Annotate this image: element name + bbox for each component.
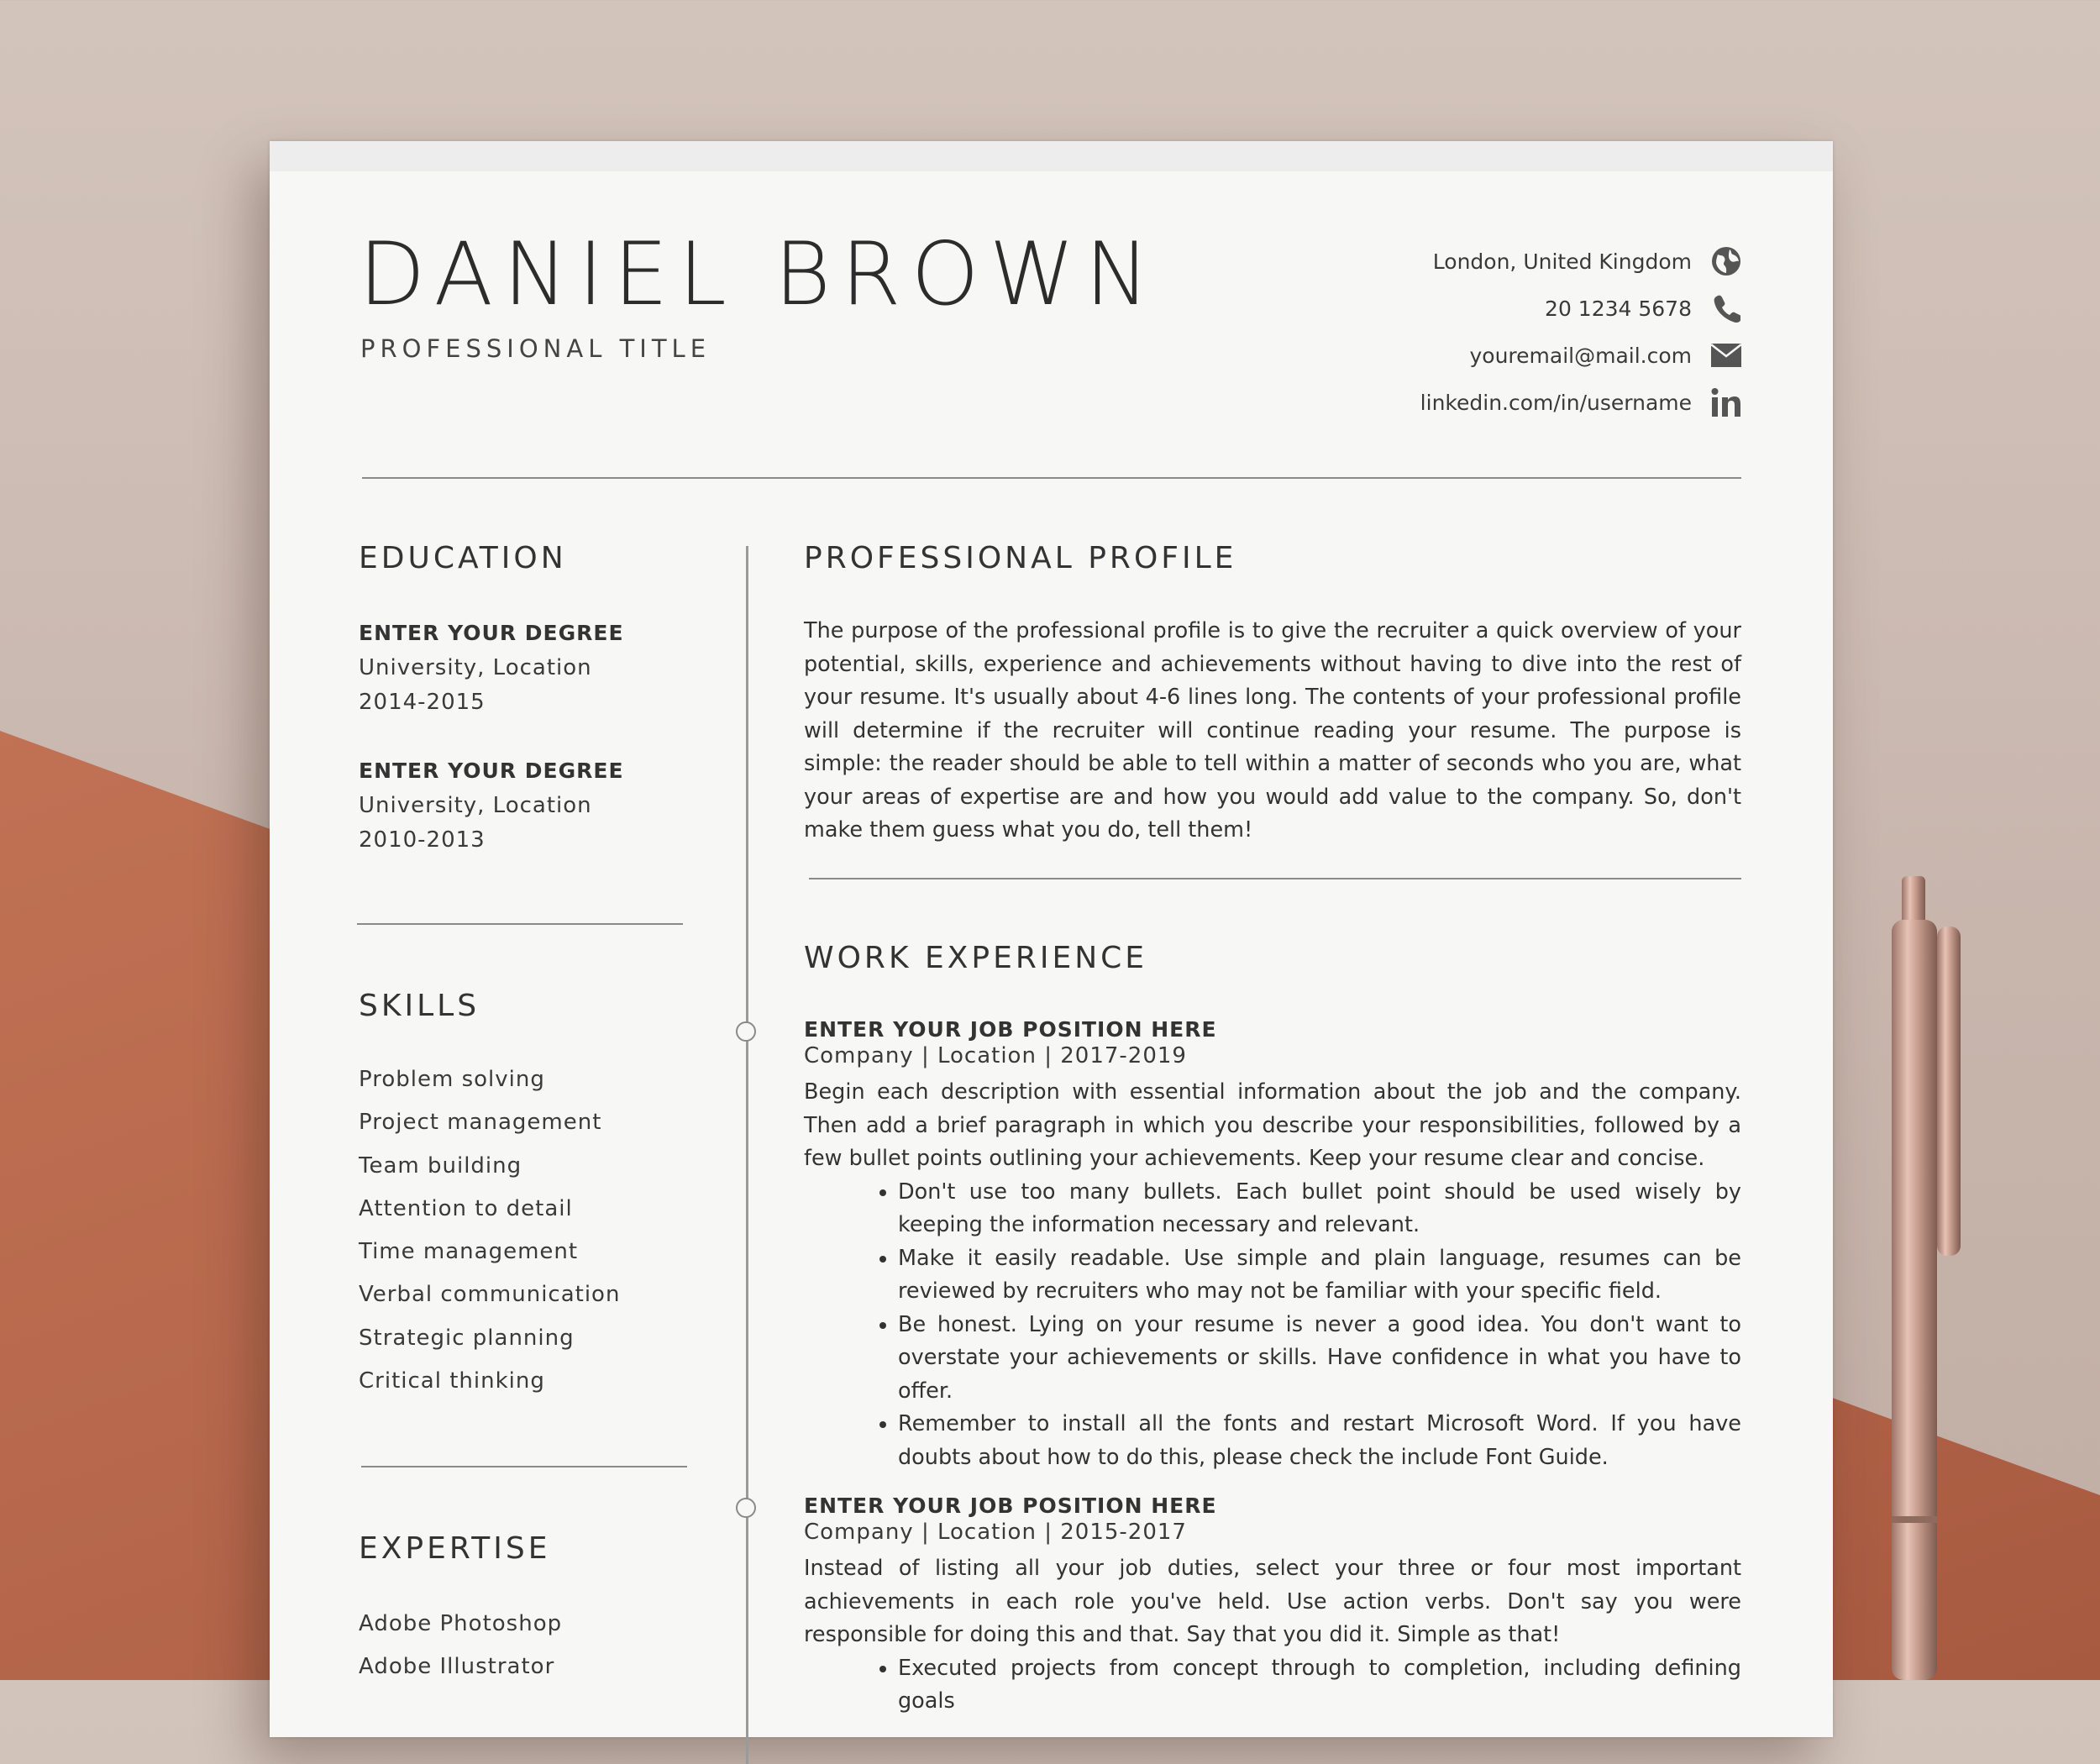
skill-item: Verbal communication <box>359 1282 621 1308</box>
pen-illustration <box>1866 869 1984 1680</box>
contact-phone <box>1221 285 1742 332</box>
expertise-item: Adobe Photoshop <box>359 1611 563 1636</box>
skills-divider <box>361 1466 687 1467</box>
job-meta: Company | Location | 2017-2019 <box>804 1043 1187 1068</box>
work-heading: WORK EXPERIENCE <box>804 941 1148 975</box>
phone-icon <box>1710 292 1742 324</box>
candidate-name: DANIEL BROWN <box>359 224 1160 325</box>
job-bullet: • Don't use too many bullets. Each bullet point should be used wisely by keeping the information necessary and relevant. <box>898 1176 1741 1242</box>
education-years-1: 2014-2015 <box>359 690 486 715</box>
job-title: ENTER YOUR JOB POSITION HERE <box>804 1494 1217 1518</box>
profile-heading: PROFESSIONAL PROFILE <box>804 541 1237 575</box>
contact-location-text: London, United Kingdom <box>1432 249 1692 274</box>
job-title: ENTER YOUR JOB POSITION HERE <box>804 1017 1217 1042</box>
globe-icon <box>1710 245 1742 277</box>
professional-title: PROFESSIONAL TITLE <box>360 334 711 363</box>
contact-block <box>1221 238 1742 426</box>
job-bullets <box>804 1652 1741 1719</box>
skill-item: Attention to detail <box>359 1195 573 1221</box>
skill-item: Project management <box>359 1110 602 1136</box>
education-school-2: University, Location <box>359 793 592 818</box>
timeline-dot-job-2 <box>736 1498 756 1518</box>
skill-item: Problem solving <box>359 1067 545 1092</box>
contact-email-text: youremail@mail.com <box>1469 343 1692 368</box>
resume-page <box>270 141 1833 1737</box>
job-bullet: • Be honest. Lying on your resume is never a good idea. You don't want to overstate your achievements or skills. Have confidence in what you have to offer. <box>898 1309 1741 1409</box>
timeline-line <box>746 546 748 1764</box>
contact-linkedin-text: linkedin.com/in/username <box>1420 390 1692 415</box>
contact-phone-text: 20 1234 5678 <box>1545 296 1692 321</box>
skills-list <box>359 1058 620 1403</box>
job-entry <box>804 1494 1741 1719</box>
expertise-list <box>359 1603 562 1688</box>
expertise-item: Adobe Illustrator <box>359 1654 555 1679</box>
job-bullets <box>804 1176 1741 1475</box>
job-bullet: • Make it easily readable. Use simple and plain language, resumes can be reviewed by recruiters who may not be familiar with your specific field. <box>898 1242 1741 1309</box>
skill-item: Critical thinking <box>359 1368 545 1394</box>
education-heading: EDUCATION <box>359 541 567 575</box>
skills-heading: SKILLS <box>359 989 480 1023</box>
job-meta: Company | Location | 2015-2017 <box>804 1520 1187 1545</box>
skill-item: Strategic planning <box>359 1325 575 1351</box>
job-description: Instead of listing all your job duties, select your three or four most important achievements in each role you've held. Use action verbs. Don't say you were responsible for doing this and that. Say that you did it. Simple as that! <box>804 1556 1741 1647</box>
education-degree-1: ENTER YOUR DEGREE <box>359 621 624 645</box>
job-bullet: • Executed projects from concept through to completion, including defining goals <box>898 1652 1741 1719</box>
contact-email <box>1221 332 1742 379</box>
contact-location <box>1221 238 1742 285</box>
paper-top-edge <box>270 141 1833 171</box>
expertise-heading: EXPERTISE <box>359 1531 551 1566</box>
mail-icon <box>1710 339 1742 371</box>
linkedin-icon <box>1710 386 1742 418</box>
profile-text: The purpose of the professional profile is to give the recruiter a quick overview of your potential, skills, experience and achievements without having to dive into the rest of your resume. It's usually about 4-6 lines long. The contents of your professional profile will determine if the recruiter will continue reading your resume. The purpose is simple: the reader should be able to tell within a matter of seconds who you are, what your areas of expertise are and how you would add value to the company. So, don't make them guess what you do, tell them! <box>804 618 1741 843</box>
timeline-dot-job-1 <box>736 1021 756 1042</box>
job-bullet: • Remember to install all the fonts and restart Microsoft Word. If you have doubts about how to do this, please check the include Font Guide. <box>898 1408 1741 1474</box>
education-years-2: 2010-2013 <box>359 827 486 853</box>
education-divider <box>357 923 683 925</box>
header-divider <box>362 477 1741 479</box>
skill-item: Team building <box>359 1152 522 1179</box>
skill-item: Time management <box>359 1239 579 1265</box>
contact-linkedin <box>1221 379 1742 426</box>
job-description: Begin each description with essential information about the job and the company. Then add a brief paragraph in which you describe your responsibilities, followed by a few bullet points outlining your achievements. Keep your resume clear and concise. <box>804 1079 1741 1171</box>
education-degree-2: ENTER YOUR DEGREE <box>359 759 624 783</box>
job-entry <box>804 1017 1741 1474</box>
profile-divider <box>809 878 1741 879</box>
education-school-1: University, Location <box>359 655 592 680</box>
